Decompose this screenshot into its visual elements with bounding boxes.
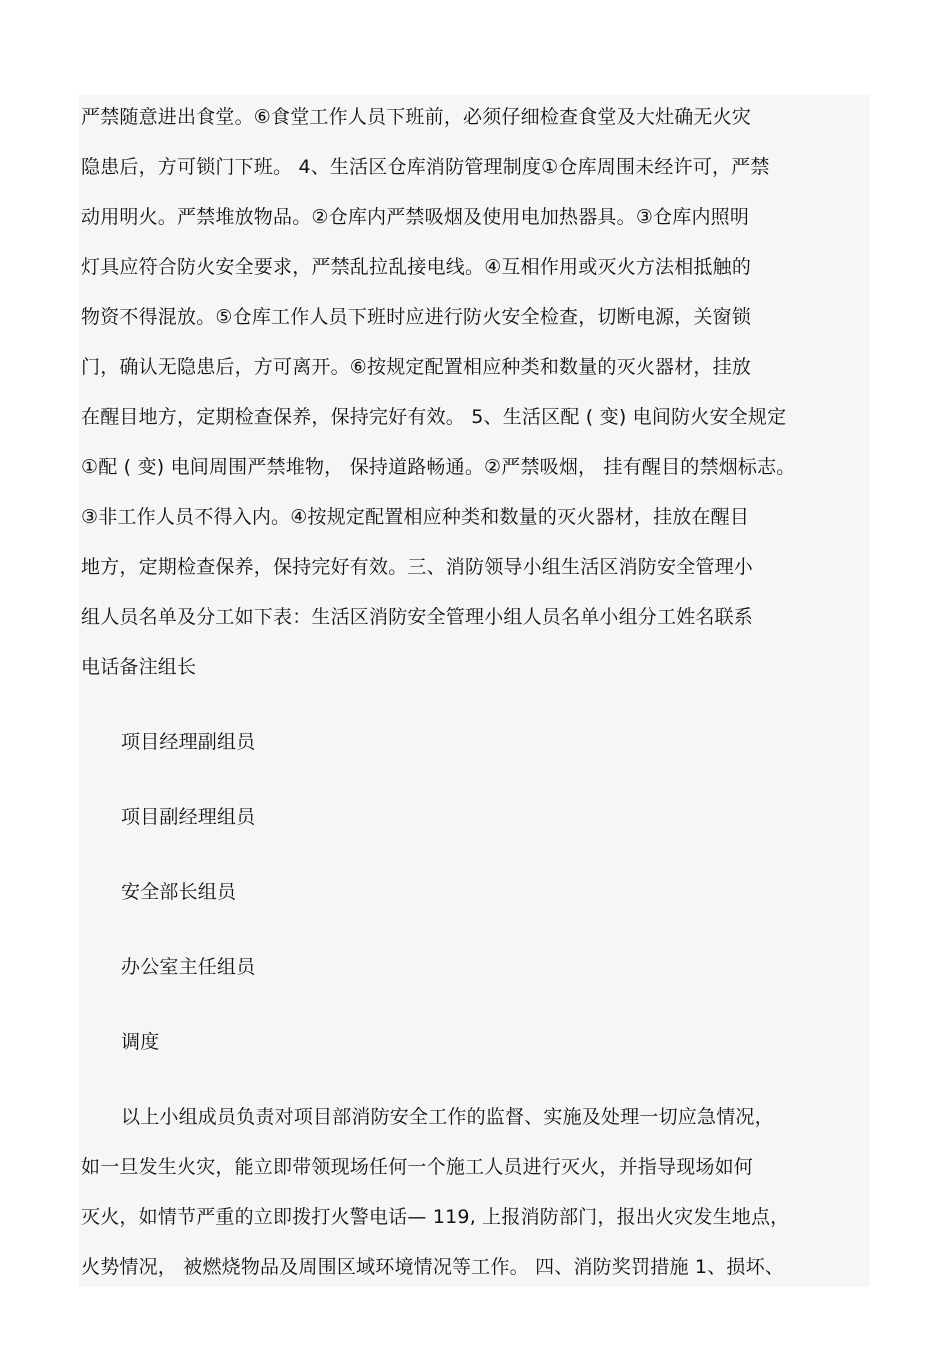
table-item: 安全部长组员 — [121, 881, 237, 903]
closing-line: 灭火，如情节严重的立即拨打火警电话— 119, 上报消防部门，报出火灾发生地点， — [81, 1206, 790, 1228]
paragraph-line: 严禁随意进出食堂。⑥食堂工作人员下班前，必须仔细检查食堂及大灶确无火灾 — [81, 106, 752, 128]
paragraph-line: 在醒目地方，定期检查保养，保持完好有效。 5、生活区配 ( 变) 电间防火安全规定 — [81, 406, 787, 428]
closing-line: 如一旦发生火灾，能立即带领现场任何一个施工人员进行灭火，并指导现场如何 — [81, 1156, 754, 1178]
table-item: 项目副经理组员 — [121, 806, 256, 828]
paragraph-line: 动用明火。严禁堆放物品。②仓库内严禁吸烟及使用电加热器具。③仓库内照明 — [81, 206, 750, 228]
paragraph-line: 电话备注组长 — [81, 656, 197, 678]
paragraph-line: ①配 ( 变) 电间周围严禁堆物， 保持道路畅通。②严禁吸烟， 挂有醒目的禁烟标志。 — [81, 456, 796, 478]
paragraph-line: 物资不得混放。⑤仓库工作人员下班时应进行防火安全检查，切断电源，关窗锁 — [81, 306, 752, 328]
paragraph-line: 灯具应符合防火安全要求，严禁乱拉乱接电线。④互相作用或灭火方法相抵触的 — [81, 256, 752, 278]
table-item: 调度 — [121, 1031, 160, 1053]
paragraph-line: 门，确认无隐患后，方可离开。⑥按规定配置相应种类和数量的灭火器材，挂放 — [81, 356, 752, 378]
table-item: 项目经理副组员 — [121, 731, 256, 753]
table-item: 办公室主任组员 — [121, 956, 256, 978]
paragraph-line: 组人员名单及分工如下表：生活区消防安全管理小组人员名单小组分工姓名联系 — [81, 606, 754, 628]
paragraph-line: 隐患后，方可锁门下班。 4、生活区仓库消防管理制度①仓库周围未经许可，严禁 — [81, 156, 770, 178]
closing-line: 火势情况， 被燃烧物品及周围区域环境情况等工作。 四、消防奖罚措施 1、损坏、 — [81, 1256, 785, 1278]
paragraph-line: ③非工作人员不得入内。④按规定配置相应种类和数量的灭火器材，挂放在醒目 — [81, 506, 750, 528]
paragraph-line: 地方，定期检查保养，保持完好有效。三、消防领导小组生活区消防安全管理小 — [81, 556, 754, 578]
closing-line: 以上小组成员负责对项目部消防安全工作的监督、实施及处理一切应急情况， — [121, 1106, 774, 1128]
